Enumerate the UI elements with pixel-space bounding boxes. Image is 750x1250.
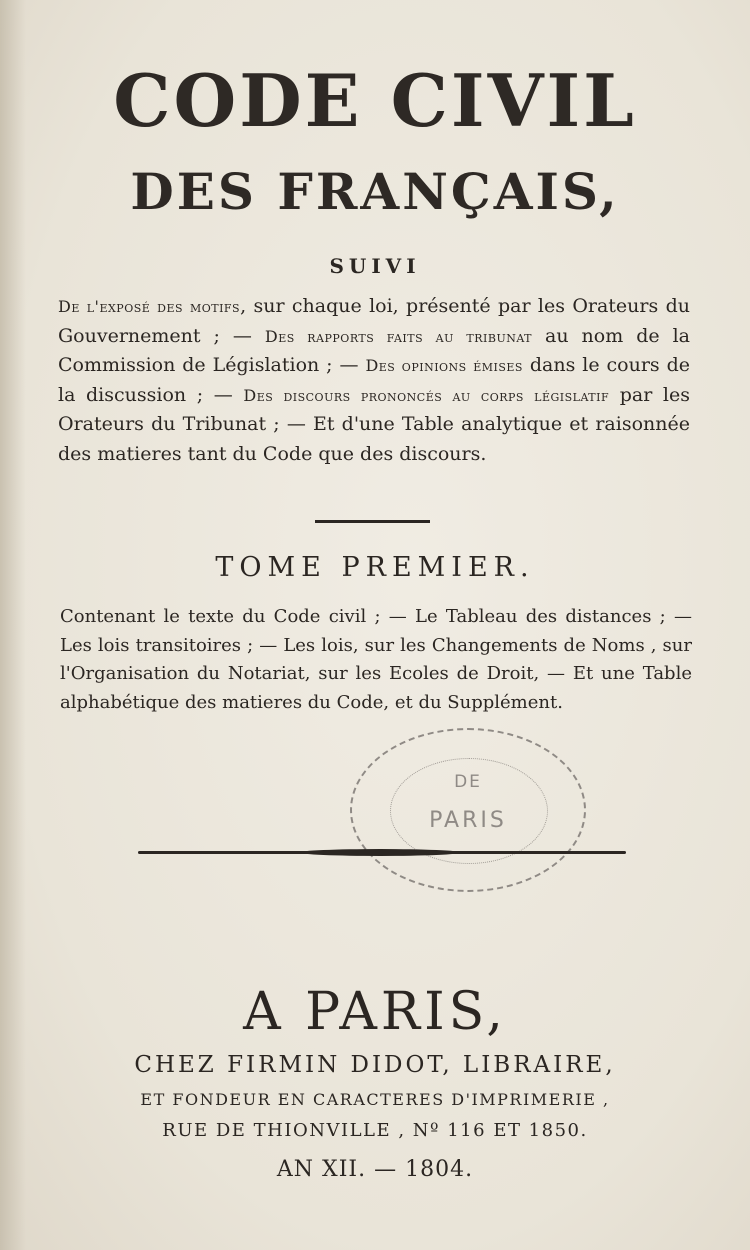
stamp-line-paris: PARIS (429, 808, 507, 833)
book-subtitle: DES FRANÇAIS, (130, 162, 620, 221)
desc-part: , sur chaque loi, présenté par les Orateurs du Gouvernement ; — (58, 295, 690, 347)
decorative-rule-swell (300, 849, 460, 856)
short-rule (315, 520, 430, 523)
imprint-date: AN XII. — 1804. (276, 1157, 474, 1182)
desc-part: Des rapports faits au tribunat (264, 326, 533, 346)
desc-part: De l'exposé des motifs (58, 297, 241, 316)
desc-part: au nom de la Commission de Législation ; — (58, 324, 690, 376)
imprint-place: A PARIS, (243, 982, 507, 1042)
desc-part: Des opinions émises (365, 356, 523, 375)
suivi-label: SUIVI (329, 254, 421, 278)
stamp-line-de: DE (454, 772, 482, 792)
imprint-address: RUE DE THIONVILLE , Nº 116 ET 1850. (162, 1120, 588, 1141)
library-stamp (350, 728, 586, 892)
imprint-publisher: CHEZ FIRMIN DIDOT, LIBRAIRE, (134, 1052, 616, 1078)
description-paragraph (58, 292, 690, 469)
contents-paragraph: Contenant le texte du Code civil ; — Le Tableau des distances ; — Les lois transitoires ; — Les lois, sur les Changements de Noms , sur l'Organisation du Notariat, sur les Ecoles de Droit, — Et une Table alphabétique des matieres du Code, et du Supplément. (60, 606, 692, 713)
imprint-publisher-detail: ET FONDEUR EN CARACTERES D'IMPRIMERIE , (140, 1090, 610, 1109)
desc-part: par les Orateurs du Tribunat ; — Et d'une Table analytique et raisonnée des matieres tant du Code que des discours. (58, 383, 690, 465)
desc-part: Des discours prononcés au corps législatif (243, 385, 610, 405)
volume-title: TOME PREMIER. (215, 552, 535, 583)
desc-part: dans le cours de la discussion ; — (58, 354, 691, 406)
book-title: CODE CIVIL (113, 58, 637, 143)
